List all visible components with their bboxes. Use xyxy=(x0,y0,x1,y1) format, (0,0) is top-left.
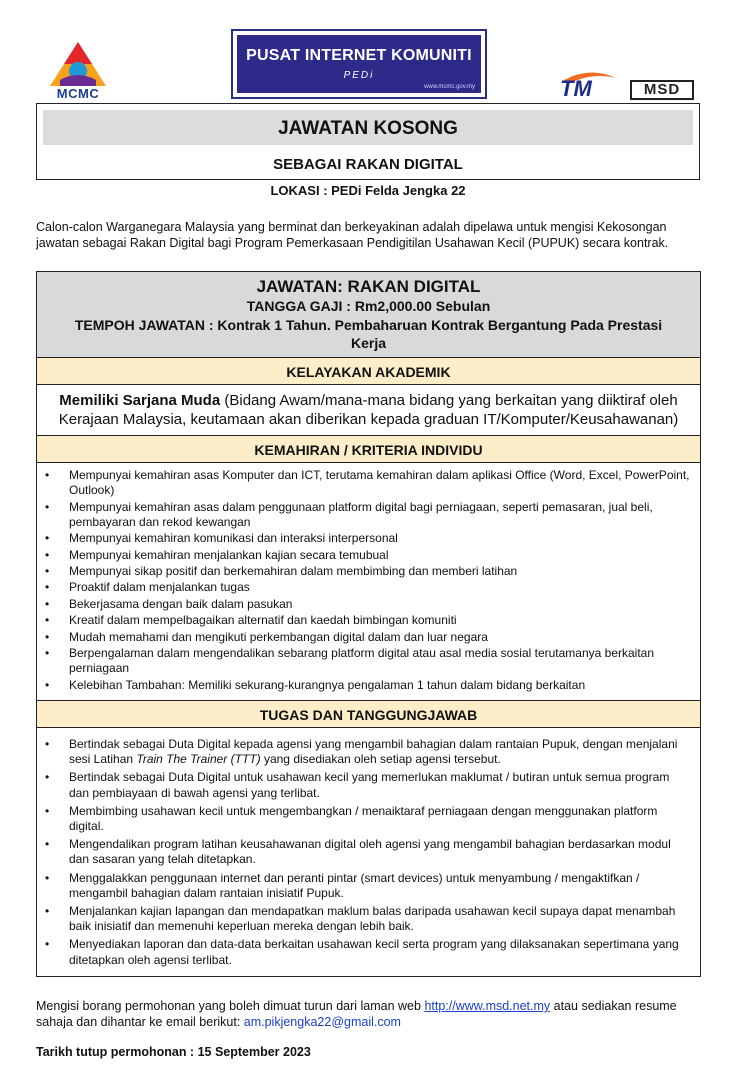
website-link[interactable]: http://www.msd.net.my xyxy=(424,999,551,1013)
closing-date: Tarikh tutup permohonan : 15 September 2023 xyxy=(36,1045,311,1059)
bullet-icon: • xyxy=(45,580,50,595)
job-salary: TANGGA GAJI : Rm2,000.00 Sebulan xyxy=(246,298,491,314)
title-box xyxy=(36,103,700,180)
banner-subtitle: PEDi xyxy=(343,70,375,81)
application-instructions: Mengisi borang permohonan yang boleh dimuat turun dari laman web http://www.msd.net.my atau sediakan resume sahaja dan dihantar ke email berikut: am.pikjengka22@gmail.com xyxy=(36,999,677,1029)
location-line: LOKASI : PEDi Felda Jengka 22 xyxy=(270,183,466,198)
list-item: • Kreatif dalam mempelbagaikan alternatif dan kaedah bimbingan komuniti xyxy=(45,613,457,628)
section-heading-kemahiran: KEMAHIRAN / KRITERIA INDIVIDU xyxy=(37,435,700,463)
banner-url: www.mcmc.gov.my xyxy=(424,84,475,90)
list-item: • Mempunyai kemahiran asas Komputer dan ICT, terutama kemahiran dalam aplikasi Office (Word, Excel, PowerPoint, Outlook) xyxy=(45,468,690,498)
bullet-icon: • xyxy=(45,613,50,628)
list-item: • Mempunyai sikap positif dan berkemahiran dalam membimbing dan memberi latihan xyxy=(45,563,518,578)
kemahiran-list xyxy=(37,468,700,694)
list-item: • Mempunyai kemahiran asas dalam penggunaan platform digital bagi perniagaan, seperti pemasaran, jual beli, pembayaran dan rekod kewangan xyxy=(45,499,653,529)
list-item: • Membimbing usahawan kecil untuk mengembangkan / menaiktaraf perniagaan dengan menggunakan platform digital. xyxy=(45,803,658,834)
email-address[interactable]: am.pikjengka22@gmail.com xyxy=(243,1015,401,1029)
tm-logo: TM xyxy=(560,76,592,101)
bullet-icon: • xyxy=(45,770,50,785)
pik-banner-logo xyxy=(231,29,487,99)
list-item: • Mempunyai kemahiran menjalankan kajian secara temubual xyxy=(45,547,389,562)
list-item: • Menyediakan laporan dan data-data berkaitan usahawan kecil serta program yang dilaksanakan sepertimana yang ditetapkan oleh agensi terlibat. xyxy=(45,937,679,967)
list-item: • Bertindak sebagai Duta Digital untuk usahawan kecil yang memerlukan maklumat / butiran untuk semua program dan pembiayaan di bawah agensi yang terlibat. xyxy=(45,770,670,800)
bullet-icon: • xyxy=(45,677,50,692)
msd-logo xyxy=(630,80,694,100)
intro-paragraph: Calon-calon Warganegara Malaysia yang berminat dan berkeyakinan adalah dipelawa untuk mengisi Kekosongan jawatan sebagai Rakan Digital bagi Program Pemerkasaan Pendigitilan Usahawan Kecil (PUPUK) secara kontrak. xyxy=(36,220,669,250)
page-subtitle: SEBAGAI RAKAN DIGITAL xyxy=(273,156,463,173)
job-duration: TEMPOH JAWATAN : Kontrak 1 Tahun. Pembaharuan Kontrak Bergantung Pada Prestasi Kerja xyxy=(74,317,663,351)
mcmc-wordmark: MCMC xyxy=(56,86,100,101)
job-details-table xyxy=(36,271,701,977)
bullet-icon: • xyxy=(45,904,50,919)
bullet-icon: • xyxy=(45,468,50,482)
list-item: • Bertindak sebagai Duta Digital kepada agensi yang mengambil bahagian dalam rantaian Pupuk, dengan menjalani sesi Latihan Train The Trainer (TTT) yang disediakan oleh setiap agensi tersebut. xyxy=(45,737,678,767)
banner-title: PUSAT INTERNET KOMUNITI xyxy=(246,47,472,64)
bullet-icon: • xyxy=(45,531,50,546)
job-header xyxy=(37,272,700,358)
section-heading-akademik: KELAYAKAN AKADEMIK xyxy=(37,357,700,385)
bullet-icon: • xyxy=(45,596,50,611)
bullet-icon: • xyxy=(45,645,50,660)
bullet-icon: • xyxy=(45,870,50,885)
list-item: • Bekerjasama dengan baik dalam pasukan xyxy=(45,596,293,611)
msd-wordmark: MSD xyxy=(643,81,681,98)
akademik-degree: Memiliki Sarjana Muda xyxy=(59,392,221,409)
list-item: • Menjalankan kajian lapangan dan mendapatkan maklum balas daripada usahawan kecil supaya dapat menambah baik inisiatif dan memenuhi keperluan mereka dengan lebih baik. xyxy=(45,904,676,934)
bullet-icon: • xyxy=(45,563,50,578)
bullet-icon: • xyxy=(45,803,50,818)
bullet-icon: • xyxy=(45,499,50,514)
bullet-icon: • xyxy=(45,629,50,644)
akademik-detail: (Bidang Awam/mana-mana bidang yang berkaitan yang diiktiraf oleh Kerajaan Malaysia, keutamaan akan diberikan kepada graduan IT/Komputer/Keusahawanan) xyxy=(58,392,679,428)
bullet-icon: • xyxy=(45,937,50,952)
list-item: • Berpengalaman dalam mengendalikan sebarang platform digital atau asal media sosial terutamanya berkaitan perniagaan xyxy=(45,645,655,676)
bullet-icon: • xyxy=(45,547,50,562)
list-item: • Mengendalikan program latihan keusahawanan digital oleh agensi yang mengambil bahagian berdasarkan modul dan sasaran yang telah ditetapkan. xyxy=(45,837,671,867)
tugas-list xyxy=(37,737,700,971)
page-title: JAWATAN KOSONG xyxy=(278,118,458,139)
list-item: • Mudah memahami dan mengikuti perkembangan digital dalam dan luar negara xyxy=(45,629,488,644)
bullet-icon: • xyxy=(45,837,50,852)
title-bar xyxy=(43,110,693,145)
list-item: • Kelebihan Tambahan: Memiliki sekurang-kurangnya pengalaman 1 tahun dalam bidang berkaitan xyxy=(45,677,586,692)
list-item: • Menggalakkan penggunaan internet dan peranti pintar (smart devices) untuk menyambung / mengaktifkan / mengambil bahagian dalam rantaian inisiatif Pupuk. xyxy=(45,870,640,900)
job-title: JAWATAN: RAKAN DIGITAL xyxy=(256,277,481,296)
akademik-requirement xyxy=(37,385,700,429)
section-heading-tugas: TUGAS DAN TANGGUNGJAWAB xyxy=(37,700,700,728)
list-item: • Proaktif dalam menjalankan tugas xyxy=(45,580,250,595)
bullet-icon: • xyxy=(45,737,50,751)
list-item: • Mempunyai kemahiran komunikasi dan interaksi interpersonal xyxy=(45,531,398,546)
